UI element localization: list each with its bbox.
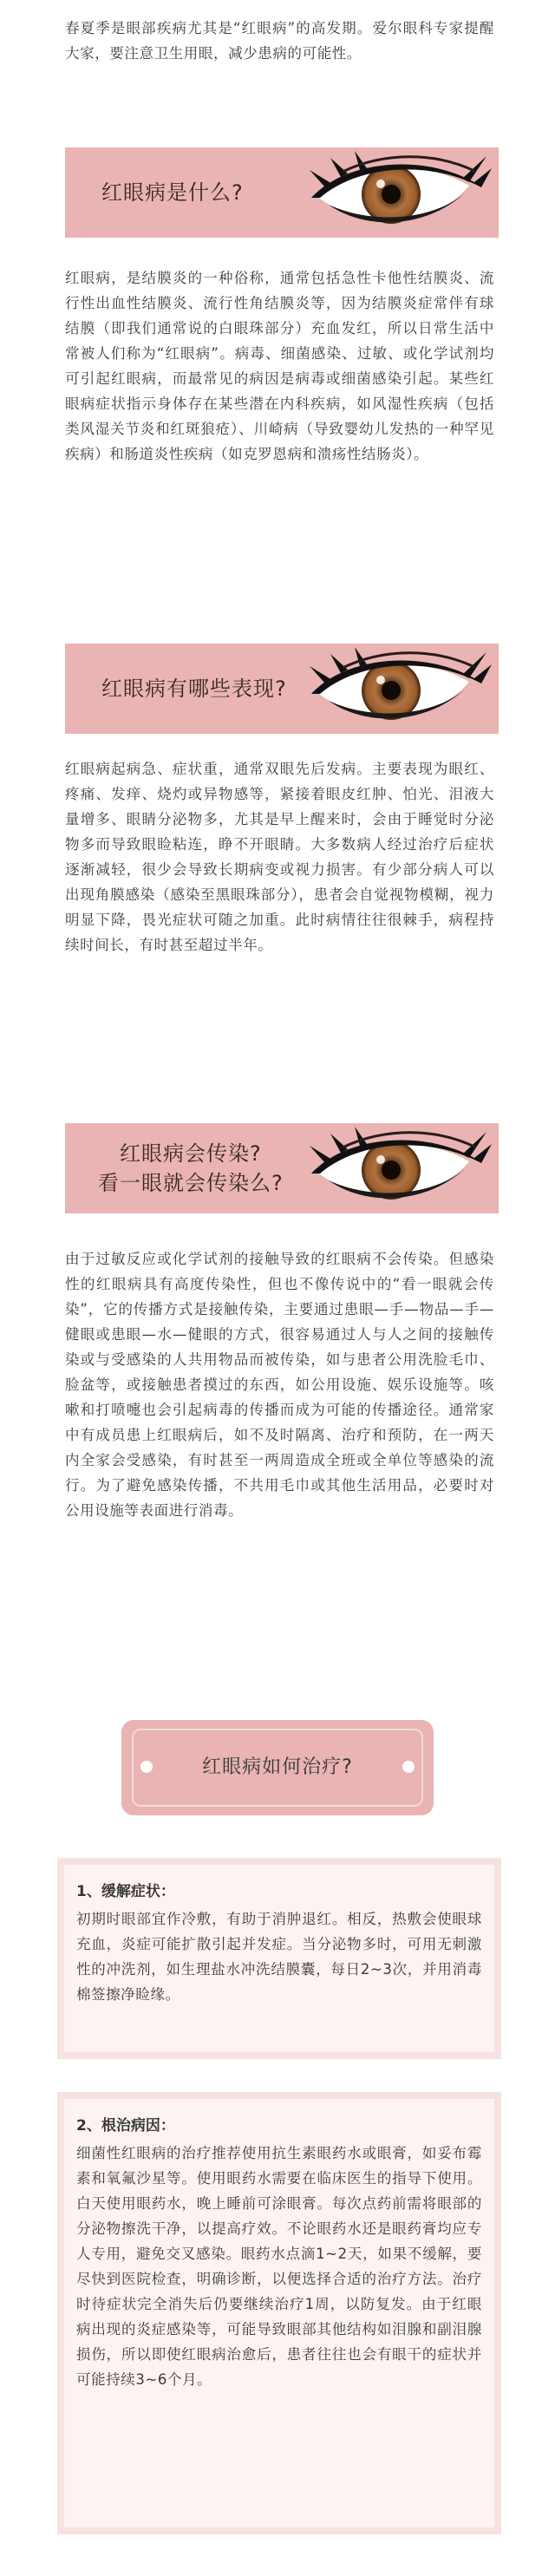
eye-icon xyxy=(291,1127,499,1210)
section1-title: 红眼病是什么? xyxy=(101,180,244,205)
intro-paragraph: 春夏季是眼部疾病尤其是“红眼病”的高发期。爱尔眼科专家提醒大家，要注意卫生用眼，减少患病的可能性。 xyxy=(65,20,494,62)
section1-body: 红眼病，是结膜炎的一种俗称，通常包括急性卡他性结膜炎、流行性出血性结膜炎、流行性角结膜炎等，因为结膜炎症常伴有球结膜（即我们通常说的白眼珠部分）充血发红，所以日常生活中常被人们称为“红眼病”。病毒、细菌感染、过敏、或化学试剂均可引起红眼病，而最常见的病因是病毒或细菌感染引起。某些红眼病症状指示身体存在某些潜在内科疾病，如风湿性疾病（包括类风湿关节炎和红斑狼疮）、川崎病（导致婴幼儿发热的一种罕见疾病）和肠道炎性疾病（如克罗恩病和溃疡性结肠炎）。 xyxy=(65,270,494,462)
card2-body: 细菌性红眼病的治疗推荐使用抗生素眼药水或眼膏，如妥布霉素和氧氟沙星等。使用眼药水需要在临床医生的指导下使用。白天使用眼药水，晚上睡前可涂眼膏。每次点药前需将眼部的分泌物擦洗干净，以提高疗效。不论眼药水还是眼药膏均应专人专用，避免交叉感染。眼药水点滴1~2天，如果不缓解，要尽快到医院检查，明确诊断，以便选择合适的治疗方法。治疗时待症状完全消失后仍要继续治疗1周，以防复发。由于红眼病出现的炎症感染等，可能导致眼部其他结构如泪腺和副泪腺损伤，所以即使红眼病治愈后，患者往往也会有眼干的症状并可能持续3~6个月。 xyxy=(76,2145,482,2388)
section4-banner xyxy=(121,1720,434,1815)
treatment-card-1 xyxy=(57,1858,501,2059)
eye-icon xyxy=(291,151,499,234)
section2-title: 红眼病有哪些表现? xyxy=(101,677,287,701)
treatment-card-2 xyxy=(57,2092,501,2534)
card1-body: 初期时眼部宜作冷敷，有助于消肿退红。相反，热敷会使眼球充血，炎症可能扩散引起并发症。当分泌物多时，可用无刺激性的冲洗剂，如生理盐水冲洗结膜囊，每日2~3次，并用消毒棉签擦净睑缘。 xyxy=(76,1911,482,2003)
section3-banner xyxy=(65,1123,499,1213)
card2-heading: 2、根治病因： xyxy=(76,2117,175,2135)
section2-banner xyxy=(65,644,499,734)
eye-icon xyxy=(291,647,499,730)
section3-title: 红眼病会传染? 看一眼就会传染么? xyxy=(98,1141,284,1195)
section3-body: 由于过敏反应或化学试剂的接触导致的红眼病不会传染。但感染性的红眼病具有高度传染性，但也不像传说中的“看一眼就会传染”，它的传播方式是接触传染，主要通过患眼—手—物品—手—健眼或患眼—水—健眼的方式，很容易通过人与人之间的接触传染或与受感染的人共用物品而被传染，如与患者公用洗脸毛巾、脸盆等，或接触患者摸过的东西，如公用设施、娱乐设施等。咳嗽和打喷嚏也会引起病毒的传播而成为可能的传播途径。通常家中有成员患上红眼病后，如不及时隔离、治疗和预防，在一两天内全家会受感染，有时甚至一两周造成全班或全单位等感染的流行。为了避免感染传播，不共用毛巾或其他生活用品，必要时对公用设施等表面进行消毒。 xyxy=(65,1251,494,1519)
section1-banner xyxy=(65,147,499,238)
section2-body: 红眼病起病急、症状重，通常双眼先后发病。主要表现为眼红、疼痛、发痒、烧灼或异物感等，紧接着眼皮红肿、怕光、泪液大量增多、眼睛分泌物多，尤其是早上醒来时，会由于睡觉时分泌物多而导致眼睑粘连，睁不开眼睛。大多数病人经过治疗后症状逐渐减轻，很少会导致长期病变或视力损害。有少部分病人可以出现角膜感染（感染至黑眼珠部分），患者会自觉视物模糊，视力明显下降，畏光症状可随之加重。此时病情往往很棘手，病程持续时间长，有时甚至超过半年。 xyxy=(65,761,494,953)
card1-heading: 1、缓解症状： xyxy=(76,1883,175,1900)
section4-title: 红眼病如何治疗? xyxy=(202,1756,353,1778)
